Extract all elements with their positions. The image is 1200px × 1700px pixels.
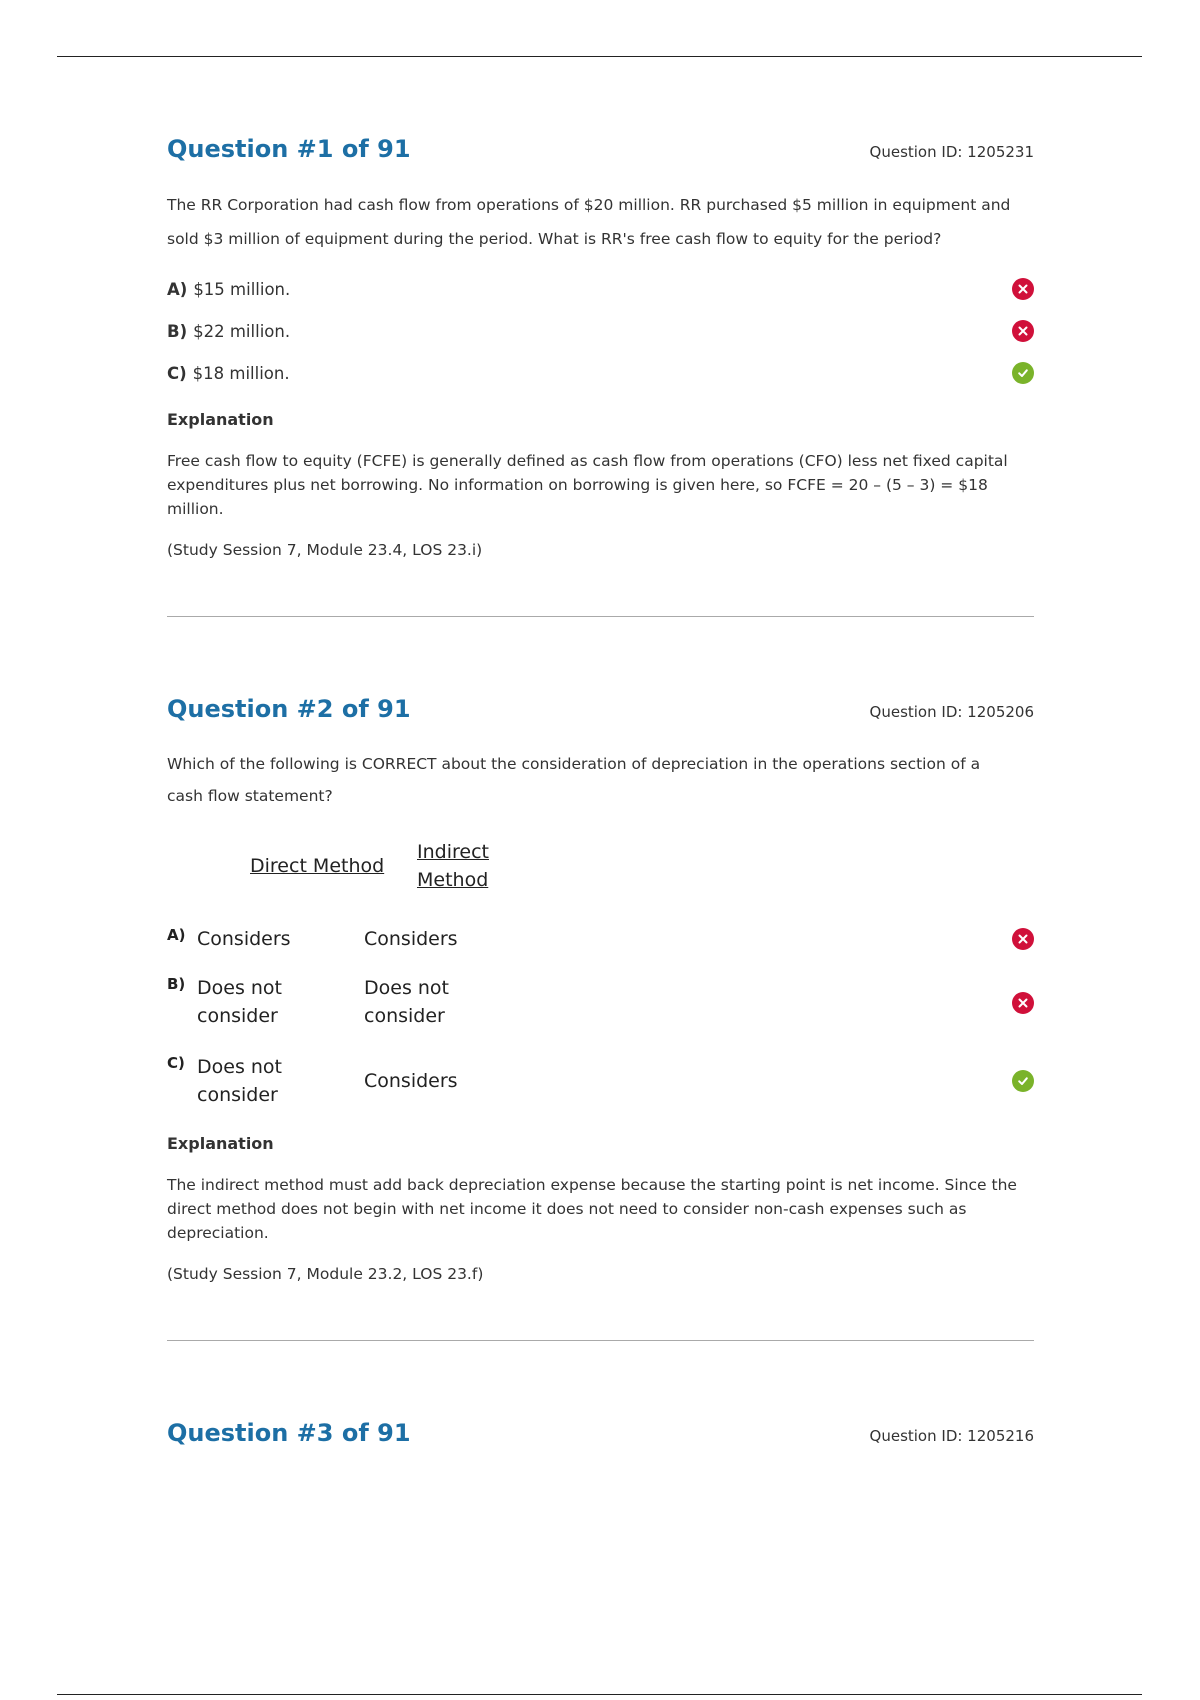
- option-text: $18 million.: [192, 363, 290, 383]
- question-divider: [167, 1340, 1034, 1341]
- option-text: $22 million.: [193, 321, 291, 341]
- indirect-method-cell: Does not consider: [364, 977, 449, 1027]
- option-letter: A): [167, 279, 188, 299]
- question-1-stem-line2: sold $3 million of equipment during the period. What is RR's free cash flow to equity for the period?: [167, 230, 942, 248]
- x-circle-icon: [1012, 992, 1034, 1014]
- question-1-stem: [167, 188, 1037, 256]
- question-1-id: Question ID: 1205231: [869, 143, 1034, 161]
- option-letter: A): [167, 926, 186, 944]
- question-3-title: Question #3 of 91: [167, 1419, 411, 1447]
- column-header-indirect-line1: Indirect: [417, 841, 489, 863]
- question-1-reference: (Study Session 7, Module 23.4, LOS 23.i): [167, 541, 483, 559]
- page-bottom-rule: [57, 1694, 1142, 1695]
- question-1-title: Question #1 of 91: [167, 135, 411, 163]
- question-divider: [167, 616, 1034, 617]
- column-header-direct-method: Direct Method: [250, 855, 385, 877]
- question-1-stem-line1: The RR Corporation had cash flow from operations of $20 million. RR purchased $5 million in equipment and: [167, 196, 1011, 214]
- direct-method-cell: Does not consider: [197, 977, 282, 1027]
- x-circle-icon: [1012, 320, 1034, 342]
- question-2-id: Question ID: 1205206: [869, 703, 1034, 721]
- x-circle-icon: [1012, 278, 1034, 300]
- question-2-explanation: The indirect method must add back depreciation expense because the starting point is net income. Since the direct method does not begin with net income it does not need to consider non-cash expenses such as depreciation.: [167, 1176, 1017, 1242]
- option-letter: C): [167, 1054, 185, 1072]
- question-1-option-c: [167, 362, 1034, 384]
- question-1-explanation: Free cash flow to equity (FCFE) is generally defined as cash flow from operations (CFO) less net fixed capital expenditures plus net borrowing. No information on borrowing is given here, so FCFE = 20 – (5 – 3) = $18 million.: [167, 452, 1008, 518]
- question-1-explanation-label: Explanation: [167, 410, 274, 429]
- check-circle-icon: [1012, 1070, 1034, 1092]
- question-2-title: Question #2 of 91: [167, 695, 411, 723]
- question-2-row-b: [167, 974, 1034, 1030]
- question-1-option-a: [167, 278, 1034, 300]
- question-2-reference: (Study Session 7, Module 23.2, LOS 23.f): [167, 1265, 484, 1283]
- page-top-rule: [57, 56, 1142, 57]
- x-circle-icon: [1012, 928, 1034, 950]
- question-2-row-a: [167, 925, 1034, 953]
- check-circle-icon: [1012, 362, 1034, 384]
- option-text: $15 million.: [193, 279, 291, 299]
- question-2-stem-line2: cash flow statement?: [167, 787, 333, 805]
- question-3-id: Question ID: 1205216: [869, 1427, 1034, 1445]
- column-header-indirect-method: [417, 838, 489, 894]
- question-2-stem: [167, 748, 1037, 812]
- direct-method-cell: Considers: [197, 928, 291, 950]
- question-1-header: [167, 135, 1034, 163]
- indirect-method-cell: Considers: [364, 1070, 458, 1092]
- column-header-indirect-line2: Method: [417, 869, 489, 891]
- indirect-method-cell: Considers: [364, 928, 458, 950]
- question-3-header: [167, 1419, 1034, 1447]
- option-letter: B): [167, 975, 186, 993]
- option-letter: C): [167, 363, 187, 383]
- question-2-stem-line1: Which of the following is CORRECT about the consideration of depreciation in the operations section of a: [167, 755, 981, 773]
- direct-method-cell: Does not consider: [197, 1056, 282, 1106]
- question-2-header: [167, 695, 1034, 723]
- option-letter: B): [167, 321, 188, 341]
- question-1-option-b: [167, 320, 1034, 342]
- question-2-explanation-label: Explanation: [167, 1134, 274, 1153]
- question-2-row-c: [167, 1053, 1034, 1109]
